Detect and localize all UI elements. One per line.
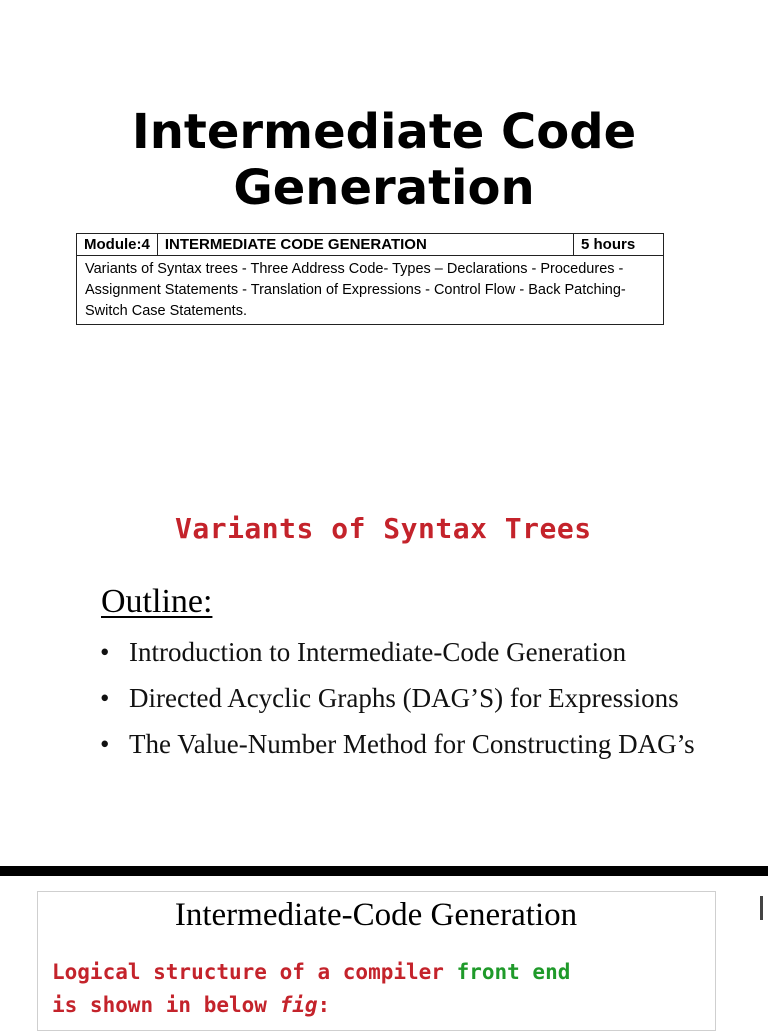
syllabus-header-row (77, 234, 664, 256)
slide-text-red-1: Logical structure of a compiler (52, 960, 457, 984)
page-title-line-1: Intermediate Code (131, 104, 637, 160)
module-name: INTERMEDIATE CODE GENERATION (157, 234, 573, 256)
bullet-icon: • (100, 729, 110, 759)
slide-text-green: front end (456, 960, 571, 984)
outline-list (100, 634, 720, 772)
list-item (100, 634, 720, 671)
list-item-text: Introduction to Intermediate-Code Generation (129, 637, 627, 667)
slide-text-red-2: is shown in below (52, 993, 280, 1017)
syllabus-table (76, 233, 664, 325)
syllabus-topics-row (77, 256, 664, 325)
slide-text-line-2 (52, 993, 330, 1017)
page-divider (0, 866, 768, 876)
module-hours: 5 hours (574, 234, 664, 256)
page-title-line-2: Generation (233, 160, 535, 216)
section-heading: Variants of Syntax Trees (175, 512, 592, 545)
slide-title: Intermediate-Code Generation (174, 897, 578, 933)
module-topics: Variants of Syntax trees - Three Address Code- Types – Declarations - Procedures - Assignment Statements - Translation of Expressions - Control Flow - Back Patching- Switch Case Statements. (77, 256, 664, 325)
list-item (100, 680, 720, 717)
bullet-icon: • (100, 683, 110, 713)
outline-title: Outline: (101, 583, 213, 620)
slide-text-colon: : (317, 993, 331, 1017)
slide-text-italic: fig (279, 993, 318, 1017)
page-edge-mark (760, 896, 763, 920)
list-item-text: Directed Acyclic Graphs (DAG’S) for Expressions (129, 683, 679, 713)
list-item-text: The Value-Number Method for Constructing DAG’s (129, 729, 695, 759)
slide-text-line-1 (52, 960, 570, 984)
bullet-icon: • (100, 637, 110, 667)
module-number: Module:4 (77, 234, 158, 256)
page-title (0, 104, 768, 216)
list-item (100, 726, 720, 763)
